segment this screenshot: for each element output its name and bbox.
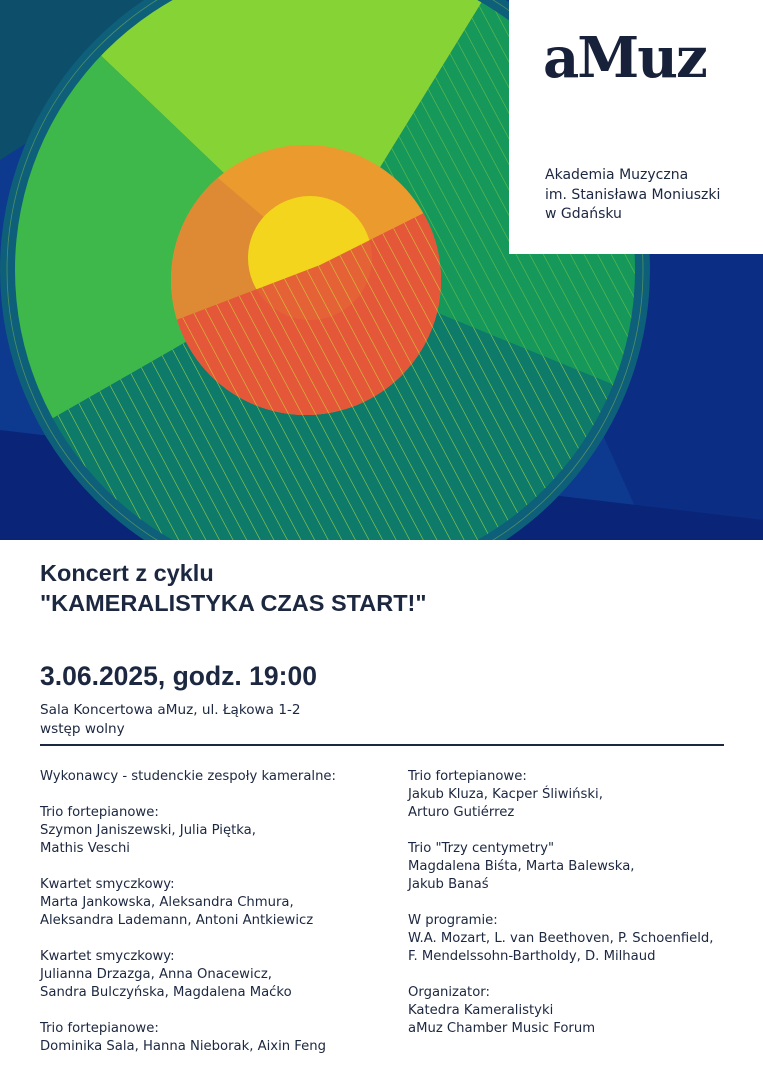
ensemble-block	[408, 768, 738, 822]
ensemble-block	[40, 1020, 390, 1056]
program-block	[408, 912, 738, 966]
concert-title	[40, 558, 427, 618]
organizer-heading: Organizator:	[408, 985, 490, 1000]
program-composers: W.A. Mozart, L. van Beethoven, P. Schoenfield,	[408, 931, 714, 946]
institution-line: w Gdańsku	[545, 206, 622, 222]
admission-note: wstęp wolny	[40, 721, 125, 737]
amuz-logo: aMuz	[543, 25, 706, 91]
ensemble-members: Dominika Sala, Hanna Nieborak, Aixin Feng	[40, 1039, 327, 1054]
divider	[40, 744, 724, 746]
organizer-name: Katedra Kameralistyki	[408, 1003, 554, 1018]
title-line-1: Koncert z cyklu	[40, 560, 214, 586]
ensemble-name: Kwartet smyczkowy:	[40, 949, 175, 964]
ensemble-members: Julianna Drzazga, Anna Onacewicz,	[40, 967, 272, 982]
ensemble-members: Szymon Janiszewski, Julia Piętka,	[40, 823, 256, 838]
organizer-block	[408, 984, 738, 1038]
ensemble-block	[408, 840, 738, 894]
ensemble-members: Jakub Kluza, Kacper Śliwiński,	[408, 787, 603, 802]
venue-address: Sala Koncertowa aMuz, ul. Łąkowa 1-2	[40, 702, 301, 718]
date-time: 3.06.2025, godz. 19:00	[40, 661, 317, 691]
program-heading: W programie:	[408, 913, 498, 928]
ensemble-name: Trio fortepianowe:	[408, 769, 527, 784]
institution-line: Akademia Muzyczna	[545, 167, 689, 183]
title-line-2: "KAMERALISTYKA CZAS START!"	[40, 590, 427, 616]
performers-intro: Wykonawcy - studenckie zespoły kameralne:	[40, 769, 336, 784]
performers-column-right	[408, 768, 738, 1056]
venue-info	[40, 701, 301, 739]
ensemble-name: Kwartet smyczkowy:	[40, 877, 175, 892]
institution-line: im. Stanisława Moniuszki	[545, 186, 721, 203]
performers-column-left	[40, 768, 390, 1074]
ensemble-members: Magdalena Biśta, Marta Balewska,	[408, 859, 635, 874]
program-composers: F. Mendelssohn-Bartholdy, D. Milhaud	[408, 949, 656, 964]
ensemble-members: Aleksandra Lademann, Antoni Antkiewicz	[40, 913, 314, 928]
ensemble-name: Trio fortepianowe:	[40, 805, 159, 820]
institution-name	[545, 166, 720, 225]
ensemble-members: Mathis Veschi	[40, 841, 130, 856]
ensemble-members: Jakub Banaś	[408, 877, 489, 892]
ensemble-members: Sandra Bulczyńska, Magdalena Maćko	[40, 985, 292, 1000]
ensemble-name: Trio fortepianowe:	[40, 1021, 159, 1036]
organizer-name: aMuz Chamber Music Forum	[408, 1021, 596, 1036]
ensemble-block	[40, 876, 390, 930]
logo-panel	[509, 0, 763, 254]
ensemble-block	[40, 804, 390, 858]
ensemble-members: Marta Jankowska, Aleksandra Chmura,	[40, 895, 294, 910]
ensemble-name: Trio "Trzy centymetry"	[408, 841, 555, 856]
ensemble-block	[40, 948, 390, 1002]
ensemble-members: Arturo Gutiérrez	[408, 805, 515, 820]
